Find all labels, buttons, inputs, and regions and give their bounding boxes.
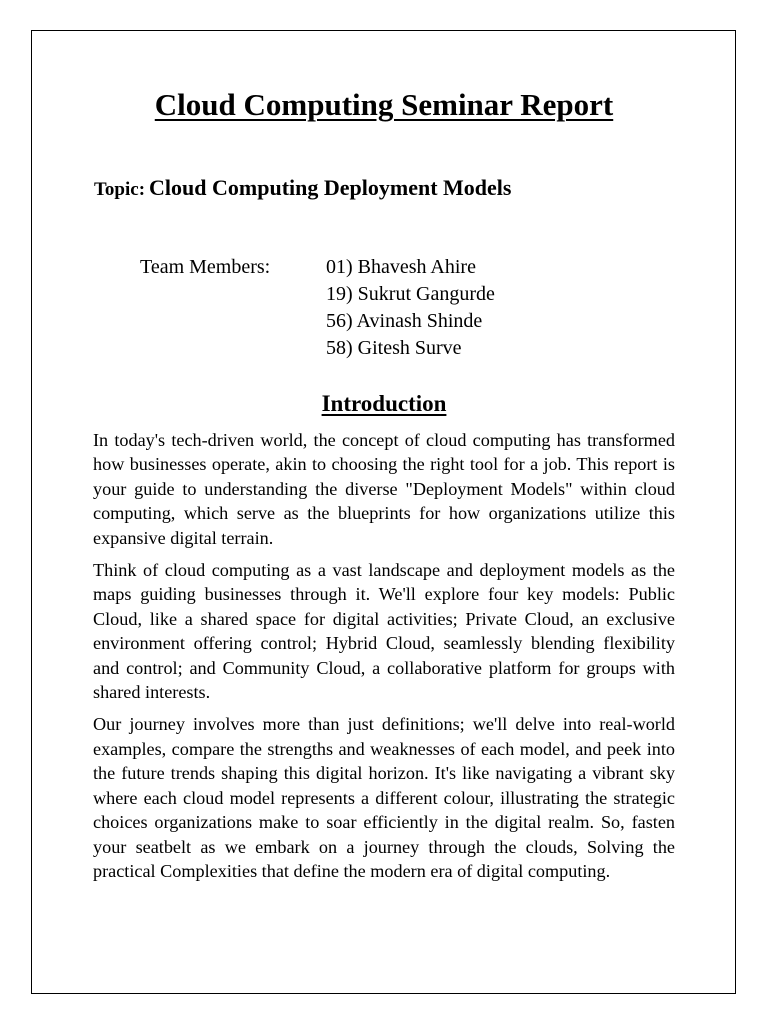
team-members-block xyxy=(140,254,495,362)
topic-line xyxy=(94,175,511,201)
document-title: Cloud Computing Seminar Report xyxy=(154,87,614,122)
topic-separator: : xyxy=(138,179,146,200)
topic-label: Topic xyxy=(94,179,139,200)
team-members-label: Team Members: xyxy=(140,256,271,278)
introduction-paragraph: In today's tech-driven world, the concept of cloud computing has transformed how businesses operate, akin to choosing the right tool for a job. This report is your guide to understanding the diverse "Deployment Models" within cloud computing, which serve as the blueprints for how organizations utilize this expansive digital terrain. xyxy=(93,430,675,548)
introduction-paragraph: Think of cloud computing as a vast landscape and deployment models as the maps guiding businesses through it. We'll explore four key models: Public Cloud, like a shared space for digital activities; Private Cloud, an exclusive environment offering control; Hybrid Cloud, seamlessly blending flexibility and control; and Community Cloud, a collaborative platform for groups with shared interests. xyxy=(93,560,675,703)
topic-title: Cloud Computing Deployment Models xyxy=(149,175,512,200)
introduction-paragraph: Our journey involves more than just definitions; we'll delve into real-world examples, compare the strengths and weaknesses of each model, and peek into the future trends shaping this digital horizon. It's like navigating a vibrant sky where each cloud model represents a different colour, illustrating the strategic choices organizations make to soar efficiently in the digital realm. So, fasten your seatbelt as we embark on a journey through the clouds, Solving the practical Complexities that define the modern era of digital computing. xyxy=(93,714,675,881)
team-member: 19) Sukrut Gangurde xyxy=(326,283,495,305)
introduction-body xyxy=(93,428,675,891)
introduction-heading: Introduction xyxy=(321,391,447,416)
team-member: 56) Avinash Shinde xyxy=(326,310,483,332)
team-member: 58) Gitesh Surve xyxy=(326,337,462,359)
team-member: 01) Bhavesh Ahire xyxy=(326,256,476,278)
team-members-list xyxy=(326,254,495,362)
